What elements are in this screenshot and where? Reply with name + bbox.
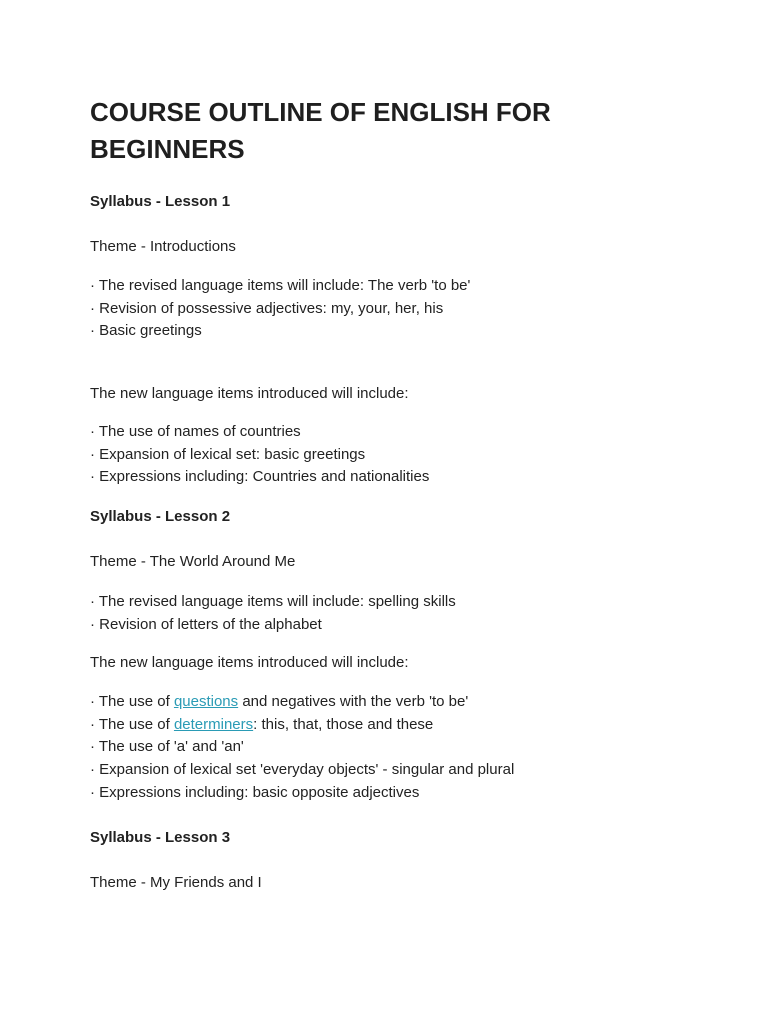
list-item: · Expansion of lexical set: basic greetings [90,445,366,463]
lesson-1-new-intro: The new language items introduced will include: [90,385,409,402]
list-item: · Basic greetings [90,322,202,340]
lesson-2-new-intro: The new language items introduced will include: [90,654,409,671]
lesson-2-new-list [90,691,514,804]
questions-link[interactable]: questions [173,693,239,710]
list-item: · Revision of possessive adjectives: my, your, her, his [90,299,444,317]
list-item: · Revision of letters of the alphabet [90,615,322,633]
list-item-text: · The use of [90,715,174,733]
list-item: · The use of 'a' and 'an' [90,738,244,756]
list-item-text: · The use of [90,693,174,710]
list-item: · The revised language items will include: The verb 'to be' [90,277,471,294]
list-item: · The use of names of countries [90,423,301,440]
list-item: · Expressions including: basic opposite adjectives [90,783,420,801]
lesson-1-new-list [90,421,429,489]
list-item-text: : this, that, those and these [253,715,434,733]
list-item: · The revised language items will include: spelling skills [90,593,456,610]
page-title: COURSE OUTLINE OF ENGLISH FOR BEGINNERS [90,97,551,164]
list-item-text: and negatives with the verb 'to be' [238,693,469,710]
lesson-3-theme: Theme - My Friends and I [90,874,262,891]
lesson-3-heading: Syllabus - Lesson 3 [90,829,231,846]
list-item [90,714,514,737]
list-item: · Expressions including: Countries and nationalities [90,468,430,486]
lesson-1-revised-list [90,275,470,343]
lesson-2-theme: Theme - The World Around Me [90,553,296,570]
lesson-2-heading: Syllabus - Lesson 2 [90,508,231,525]
lesson-1-theme: Theme - Introductions [90,238,236,255]
list-item: · Expansion of lexical set 'everyday objects' - singular and plural [90,761,515,779]
list-item [90,691,514,714]
lesson-2-revised-list [90,591,456,636]
lesson-1-heading: Syllabus - Lesson 1 [90,193,231,210]
determiners-link[interactable]: determiners [173,715,254,733]
